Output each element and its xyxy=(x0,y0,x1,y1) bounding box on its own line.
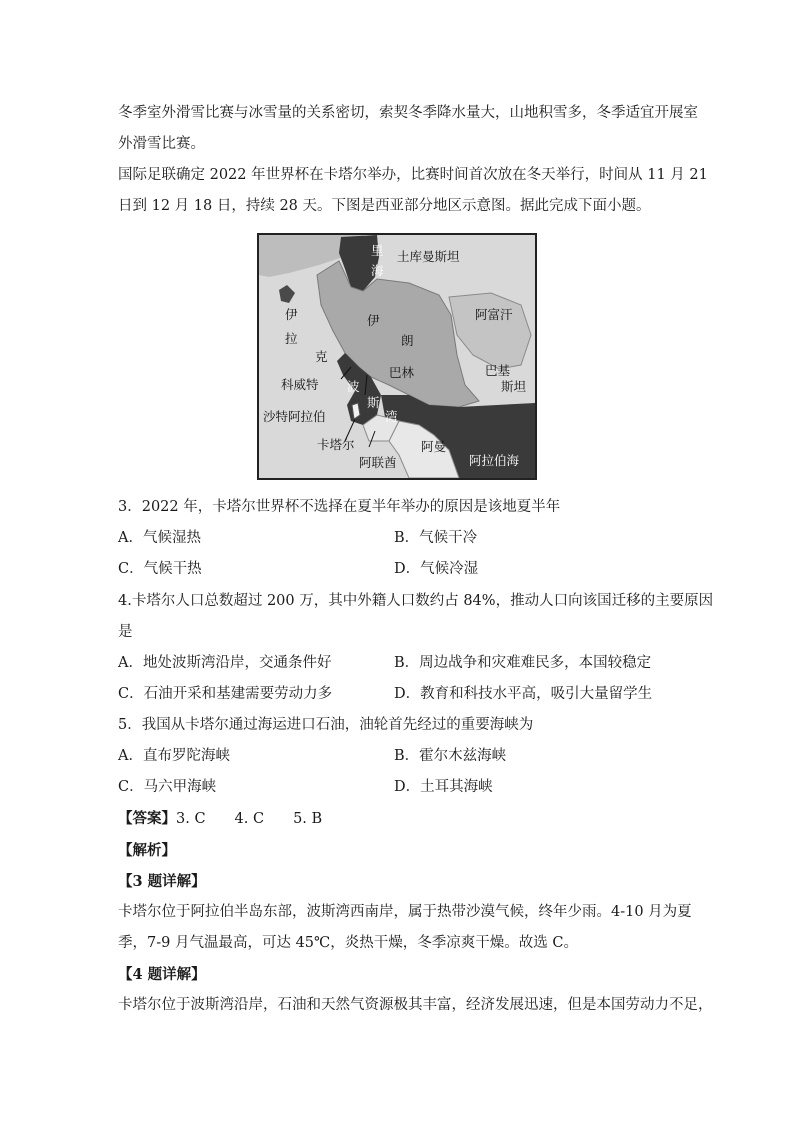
answer-line xyxy=(118,803,678,835)
q5-stem: 5．我国从卡塔尔通过海运进口石油，油轮首先经过的重要海峡为 xyxy=(118,717,534,733)
q3-options xyxy=(118,523,678,585)
answer-text: 3. C 4. C 5. B xyxy=(176,811,323,827)
label-uae: 阿联酋 xyxy=(359,455,397,470)
q3-stem: 3．2022 年，卡塔尔世界杯不选择在夏半年举办的原因是该地夏半年 xyxy=(118,499,561,515)
q4-options xyxy=(118,648,678,710)
q4-option-b: B．周边战争和灾难难民多，本国较稳定 xyxy=(394,655,652,671)
intro-line-2: 外滑雪比赛。 xyxy=(118,136,205,152)
intro-line-3: 国际足联确定 2022 年世界杯在卡塔尔举办，比赛时间首次放在冬天举行，时间从 11 月 21 xyxy=(118,167,708,183)
label-pakistan-1: 巴基 xyxy=(485,363,511,378)
q5-stem-block xyxy=(118,710,678,741)
intro-line-4: 日到 12 月 18 日，持续 28 天。下图是西亚部分地区示意图。据此完成下面小题。 xyxy=(118,198,651,214)
q4-stem-line-1: 4.卡塔尔人口总数超过 200 万，其中外籍人口数约占 84%，推动人口向该国迁移的主要原因 xyxy=(118,593,714,609)
q4-detail-line-1: 卡塔尔位于波斯湾沿岸，石油和天然气资源极其丰富，经济发展迅速，但是本国劳动力不足， xyxy=(118,997,713,1013)
label-bahrain: 巴林 xyxy=(389,365,415,380)
q3-option-c: C．气候干热 xyxy=(118,561,202,577)
q3-detail-line-2: 季，7-9 月气温最高，可达 45℃，炎热干燥，冬季凉爽干燥。故选 C。 xyxy=(118,935,578,951)
label-afghanistan: 阿富汗 xyxy=(475,307,513,322)
q5-option-a: A．直布罗陀海峡 xyxy=(118,748,230,764)
label-pakistan-2: 斯坦 xyxy=(501,379,527,394)
intro-paragraphs xyxy=(118,98,708,222)
label-oman: 阿曼 xyxy=(421,439,447,454)
label-gulf-1: 波 xyxy=(347,379,360,394)
label-iran-1: 伊 xyxy=(367,313,380,328)
label-kuwait: 科威特 xyxy=(281,377,319,392)
q4-stem-line-2: 是 xyxy=(118,624,133,640)
q5-options xyxy=(118,741,678,803)
label-saudi: 沙特阿拉伯 xyxy=(263,409,326,424)
intro-line-1: 冬季室外滑雪比赛与冰雪量的关系密切，索契冬季降水量大，山地积雪多，冬季适宜开展室 xyxy=(118,105,698,121)
analysis-tag: 【解析】 xyxy=(118,842,176,859)
label-iraq-2: 拉 xyxy=(285,331,298,346)
label-qatar: 卡塔尔 xyxy=(317,437,355,452)
answer-tag: 【答案】 xyxy=(118,810,176,827)
label-gulf-2: 斯 xyxy=(367,395,380,410)
west-asia-map xyxy=(257,233,537,480)
label-gulf-3: 湾 xyxy=(385,409,398,424)
q5-option-b: B．霍尔木兹海峡 xyxy=(394,748,507,764)
q3-detail-line-1: 卡塔尔位于阿拉伯半岛东部，波斯湾西南岸，属于热带沙漠气候，终年少雨。4-10 月为夏 xyxy=(118,904,692,920)
q5-option-c: C．马六甲海峡 xyxy=(118,779,217,795)
q5-option-d: D．土耳其海峡 xyxy=(394,779,493,795)
label-caspian-2: 海 xyxy=(371,263,384,278)
q3-option-b: B．气候干冷 xyxy=(394,530,478,546)
q3-option-d: D．气候冷湿 xyxy=(394,561,479,577)
q4-option-a: A．地处波斯湾沿岸，交通条件好 xyxy=(118,655,332,671)
answer-analysis-block xyxy=(118,803,713,1021)
q4-option-c: C．石油开采和基建需要劳动力多 xyxy=(118,686,333,702)
q4-detail-heading: 【4 题详解】 xyxy=(118,966,206,983)
label-turkmenistan: 土库曼斯坦 xyxy=(397,249,460,264)
label-iraq-1: 伊 xyxy=(285,307,298,322)
label-arabian-sea: 阿拉伯海 xyxy=(469,453,520,468)
q3-detail-heading: 【3 题详解】 xyxy=(118,873,206,890)
label-caspian-1: 里 xyxy=(371,243,384,258)
q3-stem-block xyxy=(118,492,678,523)
label-iran-2: 朗 xyxy=(401,333,414,348)
q4-stem-block xyxy=(118,586,714,648)
q3-option-a: A．气候湿热 xyxy=(118,530,201,546)
q4-option-d: D．教育和科技水平高，吸引大量留学生 xyxy=(394,686,653,702)
label-iraq-3: 克 xyxy=(315,349,328,364)
